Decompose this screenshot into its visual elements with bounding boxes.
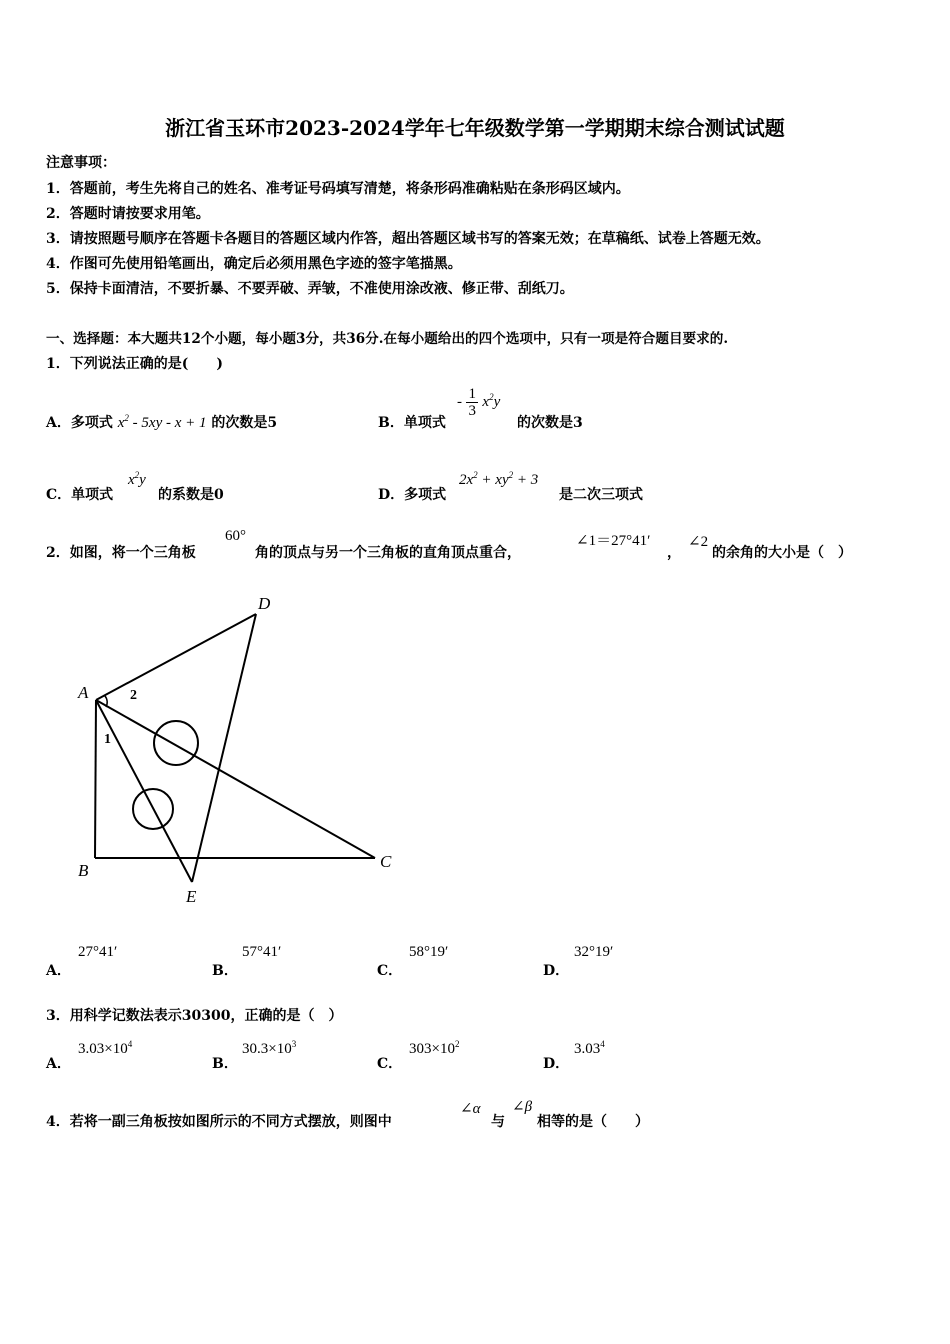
q2-option-b-value: 57°41′ — [242, 944, 282, 960]
note-item-3: 3．请按照题号顺序在答题卡各题目的答题区域内作答，超出答题区域书写的答案无效；在草稿纸、试卷上答题无效。 — [46, 231, 770, 247]
note-item-1: 1．答题前，考生先将自己的姓名、准考证号码填写清楚，将条形码准确粘贴在条形码区域内。 — [46, 181, 630, 197]
q1-stem: 1．下列说法正确的是( ) — [46, 356, 223, 372]
label-angle-2: 2 — [130, 688, 137, 703]
q3-stem: 3．用科学记数法表示30300，正确的是（ ） — [46, 1008, 343, 1024]
q1-b-formula: - $\frac{1}{3}$ $x^2y$ — [457, 386, 501, 419]
q2-option-d-label: D． — [543, 963, 570, 979]
label-A: A — [78, 683, 89, 702]
q3-option-d-label: D． — [543, 1056, 570, 1072]
page-title: 浙江省玉环市2023-2024学年七年级数学第一学期期末综合测试试题 — [165, 116, 785, 140]
q1-option-b — [378, 412, 446, 432]
q4-mid: 与 — [491, 1114, 505, 1130]
label-D: D — [258, 594, 271, 613]
label-C: C — [380, 852, 392, 871]
notes-heading: 注意事项： — [46, 155, 116, 171]
q4-stem-b: 相等的是（ ） — [537, 1114, 649, 1130]
q2-stem-c: 的余角的大小是（ ） — [712, 545, 852, 561]
label-E: E — [186, 887, 197, 906]
section-heading: 一、选择题：本大题共12个小题，每小题3分，共36分.在每小题给出的四个选项中，只有一项是符合题目要求的. — [46, 331, 729, 347]
q4-alpha: ∠α — [460, 1101, 481, 1117]
note-item-2: 2．答题时请按要求用笔。 — [46, 206, 210, 222]
q1-option-a — [46, 412, 277, 432]
q2-option-b-label: B． — [212, 963, 238, 979]
q2-option-c-label: C． — [377, 963, 403, 979]
q2-comma: ， — [667, 545, 681, 561]
q2-option-a-label: A． — [46, 963, 71, 979]
q3-option-b-value: $30.3\times 10^3$ — [242, 1039, 297, 1057]
q1-a-suffix: 的次数是5 — [211, 415, 278, 431]
q2-stem-b: 角的顶点与另一个三角板的直角顶点重合， — [255, 545, 521, 561]
q2-angle-60: 60° — [225, 528, 246, 544]
q3-option-c-label: C． — [377, 1056, 403, 1072]
label-angle-1: 1 — [104, 732, 111, 747]
q1-c-formula: $x^2y$ — [128, 470, 146, 488]
q2-option-a-value: 27°41′ — [78, 944, 118, 960]
q2-angle-2: ∠2 — [688, 534, 709, 550]
q2-option-c-value: 58°19′ — [409, 944, 449, 960]
q2-stem-a: 2．如图，将一个三角板 — [46, 545, 196, 561]
q2-angle-1: ∠1＝27°41′ — [576, 533, 651, 549]
q3-option-c-value: $303\times 10^2$ — [409, 1039, 460, 1057]
q1-c-suffix: 的系数是0 — [158, 487, 224, 503]
q3-option-d-value: 3.03$^4$ — [574, 1039, 605, 1057]
q3-option-a-label: A． — [46, 1056, 71, 1072]
edge-de — [192, 614, 256, 882]
q1-d-suffix: 是二次三项式 — [559, 487, 643, 503]
q1-d-label: D．多项式 — [378, 487, 447, 503]
q1-a-formula: $x^2 - 5xy - x + 1$ — [117, 413, 207, 431]
q3-option-b-label: B． — [212, 1056, 238, 1072]
edge-ab — [95, 700, 96, 858]
triangle-hole-1 — [154, 721, 198, 765]
q1-a-label: A．多项式 — [46, 415, 113, 431]
q2-figure — [0, 580, 420, 920]
note-item-5: 5．保持卡面清洁，不要折暴、不要弄破、弄皱，不准使用涂改液、修正带、刮纸刀。 — [46, 281, 574, 297]
label-B: B — [78, 861, 89, 880]
edge-ad — [96, 614, 256, 700]
q1-c-label: C．单项式 — [46, 487, 114, 503]
q1-b-label: B．单项式 — [378, 415, 446, 431]
fraction: $\frac{1}{3}$ — [468, 386, 476, 419]
q1-b-suffix: 的次数是3 — [517, 415, 583, 431]
q3-option-a-value: $3.03\times 10^4$ — [78, 1039, 133, 1057]
q2-option-d-value: 32°19′ — [574, 944, 614, 960]
q4-stem-a: 4．若将一副三角板按如图所示的不同方式摆放，则图中 — [46, 1114, 392, 1130]
note-item-4: 4．作图可先使用铅笔画出，确定后必须用黑色字迹的签字笔描黑。 — [46, 256, 462, 272]
q4-beta: ∠β — [512, 1099, 533, 1115]
q1-d-formula: $2x^2 + xy^2 + 3$ — [459, 470, 539, 488]
